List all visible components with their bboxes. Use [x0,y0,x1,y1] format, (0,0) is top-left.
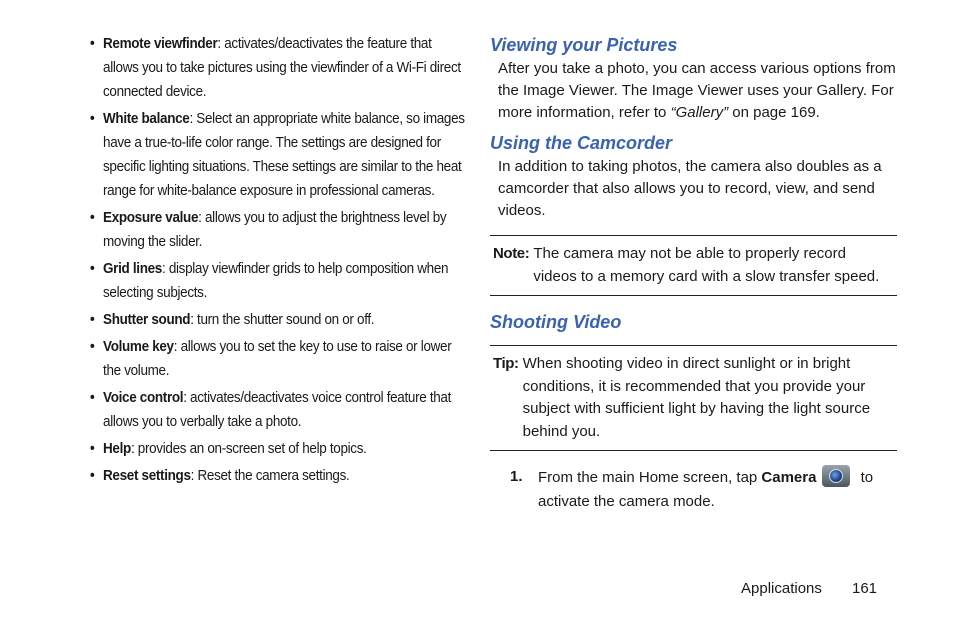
section-heading-camcorder: Using the Camcorder [490,133,673,153]
bullet-item [90,206,466,254]
bullet-term: Grid lines [103,261,162,277]
bullet-dot: • [90,111,95,127]
bullet-dot: • [90,312,95,328]
viewing-paragraph [490,58,897,124]
step-1 [490,465,897,514]
step-text [538,465,897,514]
bullet-text: : Reset the camera settings. [190,468,350,484]
bullet-text: : provides an on-screen set of help topics. [130,441,367,457]
step-number: 1. [510,468,523,485]
bullet-item [90,257,466,305]
bullet-text: : activates/deactivates voice control feature that allows you to verbally take a photo. [103,390,452,430]
note-callout [490,235,897,296]
note-text: The camera may not be able to properly record videos to a memory card with a slow transfer speed. [533,245,880,285]
bullet-dot: • [90,36,95,52]
bullet-term: Exposure value [103,210,199,226]
tip-label: Tip: [493,355,519,372]
tip-text: When shooting video in direct sunlight or in bright conditions, it is recommended that you provide your subject with sufficient light by having the light source behind you. [522,355,871,440]
page-number: 161 [852,580,878,597]
bullet-dot: • [90,210,95,226]
section-heading-shooting: Shooting Video [490,312,622,332]
bullet-term: Help [103,441,131,457]
right-column [490,32,897,514]
bullet-item [90,107,466,203]
page-footer [741,579,878,599]
camera-app-name: Camera [761,469,817,486]
bullet-term: White balance [103,111,190,127]
bullet-text: : display viewfinder grids to help composition when selecting subjects. [103,261,449,301]
camera-app-icon [822,465,850,487]
tip-callout [490,345,897,451]
section-heading-viewing: Viewing your Pictures [490,35,678,55]
settings-bullet-list [90,32,465,491]
bullet-term: Remote viewfinder [103,36,218,52]
bullet-text: : Select an appropriate white balance, so images have a true-to-life color range. The settings are designed for specific lighting situations. These settings are similar to the heat range for white-balance exposure in professional cameras. [103,111,465,199]
viewing-text: After you take a photo, you can access various options from the Image Viewer. The Image Viewer uses your Gallery. For more information, refer to [498,60,896,121]
camera-lens-icon [829,469,843,483]
bullet-dot: • [90,390,95,406]
bullet-item [90,437,466,461]
bullet-item [90,464,466,488]
step-text-start: From the main Home screen, tap [538,469,762,486]
bullet-term: Voice control [103,390,184,406]
camcorder-paragraph: In addition to taking photos, the camera also doubles as a camcorder that also allows you to record, view, and send videos. [498,158,882,219]
bullet-text: : turn the shutter sound on or off. [190,312,375,328]
viewing-text-end: on page 169. [728,104,820,121]
bullet-dot: • [90,441,95,457]
bullet-dot: • [90,468,95,484]
gallery-link[interactable]: “Gallery” [670,104,729,121]
bullet-item [90,308,466,332]
bullet-text: : allows you to set the key to use to raise or lower the volume. [103,339,452,379]
note-label: Note: [493,245,530,262]
bullet-dot: • [90,339,95,355]
bullet-term: Shutter sound [103,312,191,328]
bullet-term: Reset settings [103,468,191,484]
footer-section: Applications [741,580,822,597]
bullet-item [90,32,466,104]
step-text-end: to activate the camera mode. [538,469,874,510]
bullet-text: : activates/deactivates the feature that allows you to take pictures using the viewfinder of a Wi-Fi direct connected device. [103,36,461,100]
bullet-term: Volume key [103,339,174,355]
bullet-item [90,386,466,434]
bullet-dot: • [90,261,95,277]
bullet-text: : allows you to adjust the brightness level by moving the slider. [103,210,447,250]
bullet-item [90,335,466,383]
